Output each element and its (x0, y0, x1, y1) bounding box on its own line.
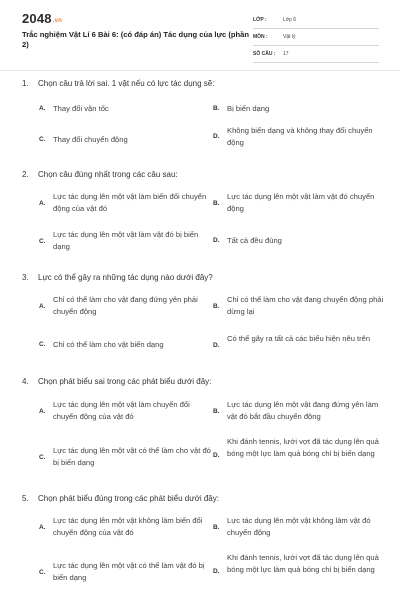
answer-text: Chỉ có thể làm cho vật biến dạng (53, 340, 164, 349)
answer-text: Chỉ có thể làm cho vật đang chuyển động phải dừng lại (227, 295, 384, 316)
logo-text: 2048 (22, 11, 52, 26)
meta-row-count (253, 48, 379, 63)
answer-text: Lực tác dụng lên một vật có thể làm cho vật đó bị biến dạng (53, 446, 211, 467)
answer-text: Khi đánh tennis, lưới vợt đã tác dụng lên quả bóng một lực làm quả bóng chỉ bị biến dạng (227, 437, 379, 458)
question-text: 1. Chọn câu trả lời sai. 1 vật nếu có lực tác dụng sẽ: (22, 79, 215, 88)
answer-text: Lực tác dụng lên một vật làm vật đó bị biến dạng (53, 230, 199, 251)
answer-text: Bị biến dạng (227, 104, 270, 113)
question-item: 1. Chọn câu trả lời sai. 1 vật nếu có lực tác dụng sẽ: A. Thay đổi vận tốc B. Bị biến dạng C. Thay đổi chuyển động D. Không biến dạng và không thay đổi chuyển động (0, 79, 400, 155)
page-header (0, 0, 400, 64)
meta-value: Vật lý (283, 34, 296, 40)
answer-text: Lực tác dụng lên một vật làm vật đó chuyển động (227, 192, 375, 213)
page-title: Trắc nghiệm Vật Lí 6 Bài 6: (có đáp án) Tác dụng của lực (phần 2) (22, 30, 250, 49)
logo-suffix: .vn (52, 18, 63, 24)
answer-text: Có thể gây ra tất cả các biểu hiện nêu trên (227, 334, 371, 343)
question-text: 2. Chọn câu đúng nhất trong các câu sau: (22, 170, 178, 179)
meta-value: 17 (283, 51, 289, 57)
header-divider (0, 70, 400, 71)
answer-text: Lực tác dụng lên một vật có thể làm vật đó bị biến dạng (53, 561, 205, 582)
answer-text: Khi đánh tennis, lưới vợt đã tác dụng lên quả bóng một lực làm quả bóng chỉ bị biến dạng (227, 553, 379, 574)
question-text: 4. Chọn phát biểu sai trong các phát biểu dưới đây: (22, 377, 212, 386)
question-text: 5. Chọn phát biểu đúng trong các phát biểu dưới đây: (22, 494, 219, 503)
meta-row-subject (253, 31, 379, 46)
question-item: 4. Chọn phát biểu sai trong các phát biểu dưới đây: A. Lực tác dụng lên một vật làm chuyển đổi chuyển động của vật đó B. Lực tác dụng lên một vật đang đứng yên làm vật đó bắt đầu chuyển động C. Lực tác dụng lên một vật có thể làm cho vật đó bị biến dạng D. Khi đánh tennis, lưới vợt đã tác dụng lên quả bóng một lực làm quả bóng chỉ bị biến dạng (0, 377, 400, 477)
question-item: 2. Chọn câu đúng nhất trong các câu sau: A. Lực tác dụng lên một vật làm biến đổi chuyển động của vật đó B. Lực tác dụng lên một vật làm vật đó chuyển động C. Lực tác dụng lên một vật làm vật đó bị biến dạng D. Tất cả đều đúng (0, 170, 400, 260)
answer-text: Lực tác dụng lên một vật làm biến đổi chuyển động của vật đó (53, 192, 207, 213)
meta-row-class (253, 14, 379, 29)
meta-label: MÔN : (253, 34, 268, 40)
question-item: 5. Chọn phát biểu đúng trong các phát biểu dưới đây: A. Lực tác dụng lên một vật không làm biến đổi chuyển động của vật đó B. Lực tác dụng lên một vật không làm vật đó chuyển động C. Lực tác dụng lên một vật có thể làm vật đó bị biến dạng D. Khi đánh tennis, lưới vợt đã tác dụng lên quả bóng một lực làm quả bóng chỉ bị biến dạng (0, 494, 400, 598)
answer-text: Lực tác dụng lên một vật làm chuyển đổi chuyển động của vật đó (53, 400, 190, 421)
answer-text: Không biến dạng và không thay đổi chuyển động (227, 126, 373, 147)
site-logo[interactable] (22, 11, 62, 26)
answer-text: Chỉ có thể làm cho vật đang đứng yên phải chuyển động (53, 295, 198, 316)
answer-text: Tất cả đều đúng (227, 236, 282, 245)
meta-label: LỚP : (253, 17, 267, 23)
meta-value: Lớp 6 (283, 17, 297, 23)
answer-text: Lực tác dụng lên một vật không làm biến đổi chuyển động của vật đó (53, 516, 203, 537)
answer-text: Lực tác dụng lên một vật đang đứng yên làm vật đó bắt đầu chuyển động (227, 400, 379, 421)
answer-text: Thay đổi vận tốc (53, 104, 109, 113)
meta-info (253, 14, 379, 65)
meta-label: SỐ CÂU : (253, 51, 276, 57)
question-item: 3. Lực có thể gây ra những tác dụng nào dưới đây? A. Chỉ có thể làm cho vật đang đứng yên phải chuyển động B. Chỉ có thể làm cho vật đang chuyển động phải dừng lại C. Chỉ có thể làm cho vật biến dạng D. Có thể gây ra tất cả các biểu hiện nêu trên (0, 273, 400, 363)
answer-text: Lực tác dụng lên một vật không làm vật đó chuyển động (227, 516, 371, 537)
answer-text: Thay đổi chuyển động (53, 135, 128, 144)
question-text: 3. Lực có thể gây ra những tác dụng nào dưới đây? (22, 273, 213, 282)
